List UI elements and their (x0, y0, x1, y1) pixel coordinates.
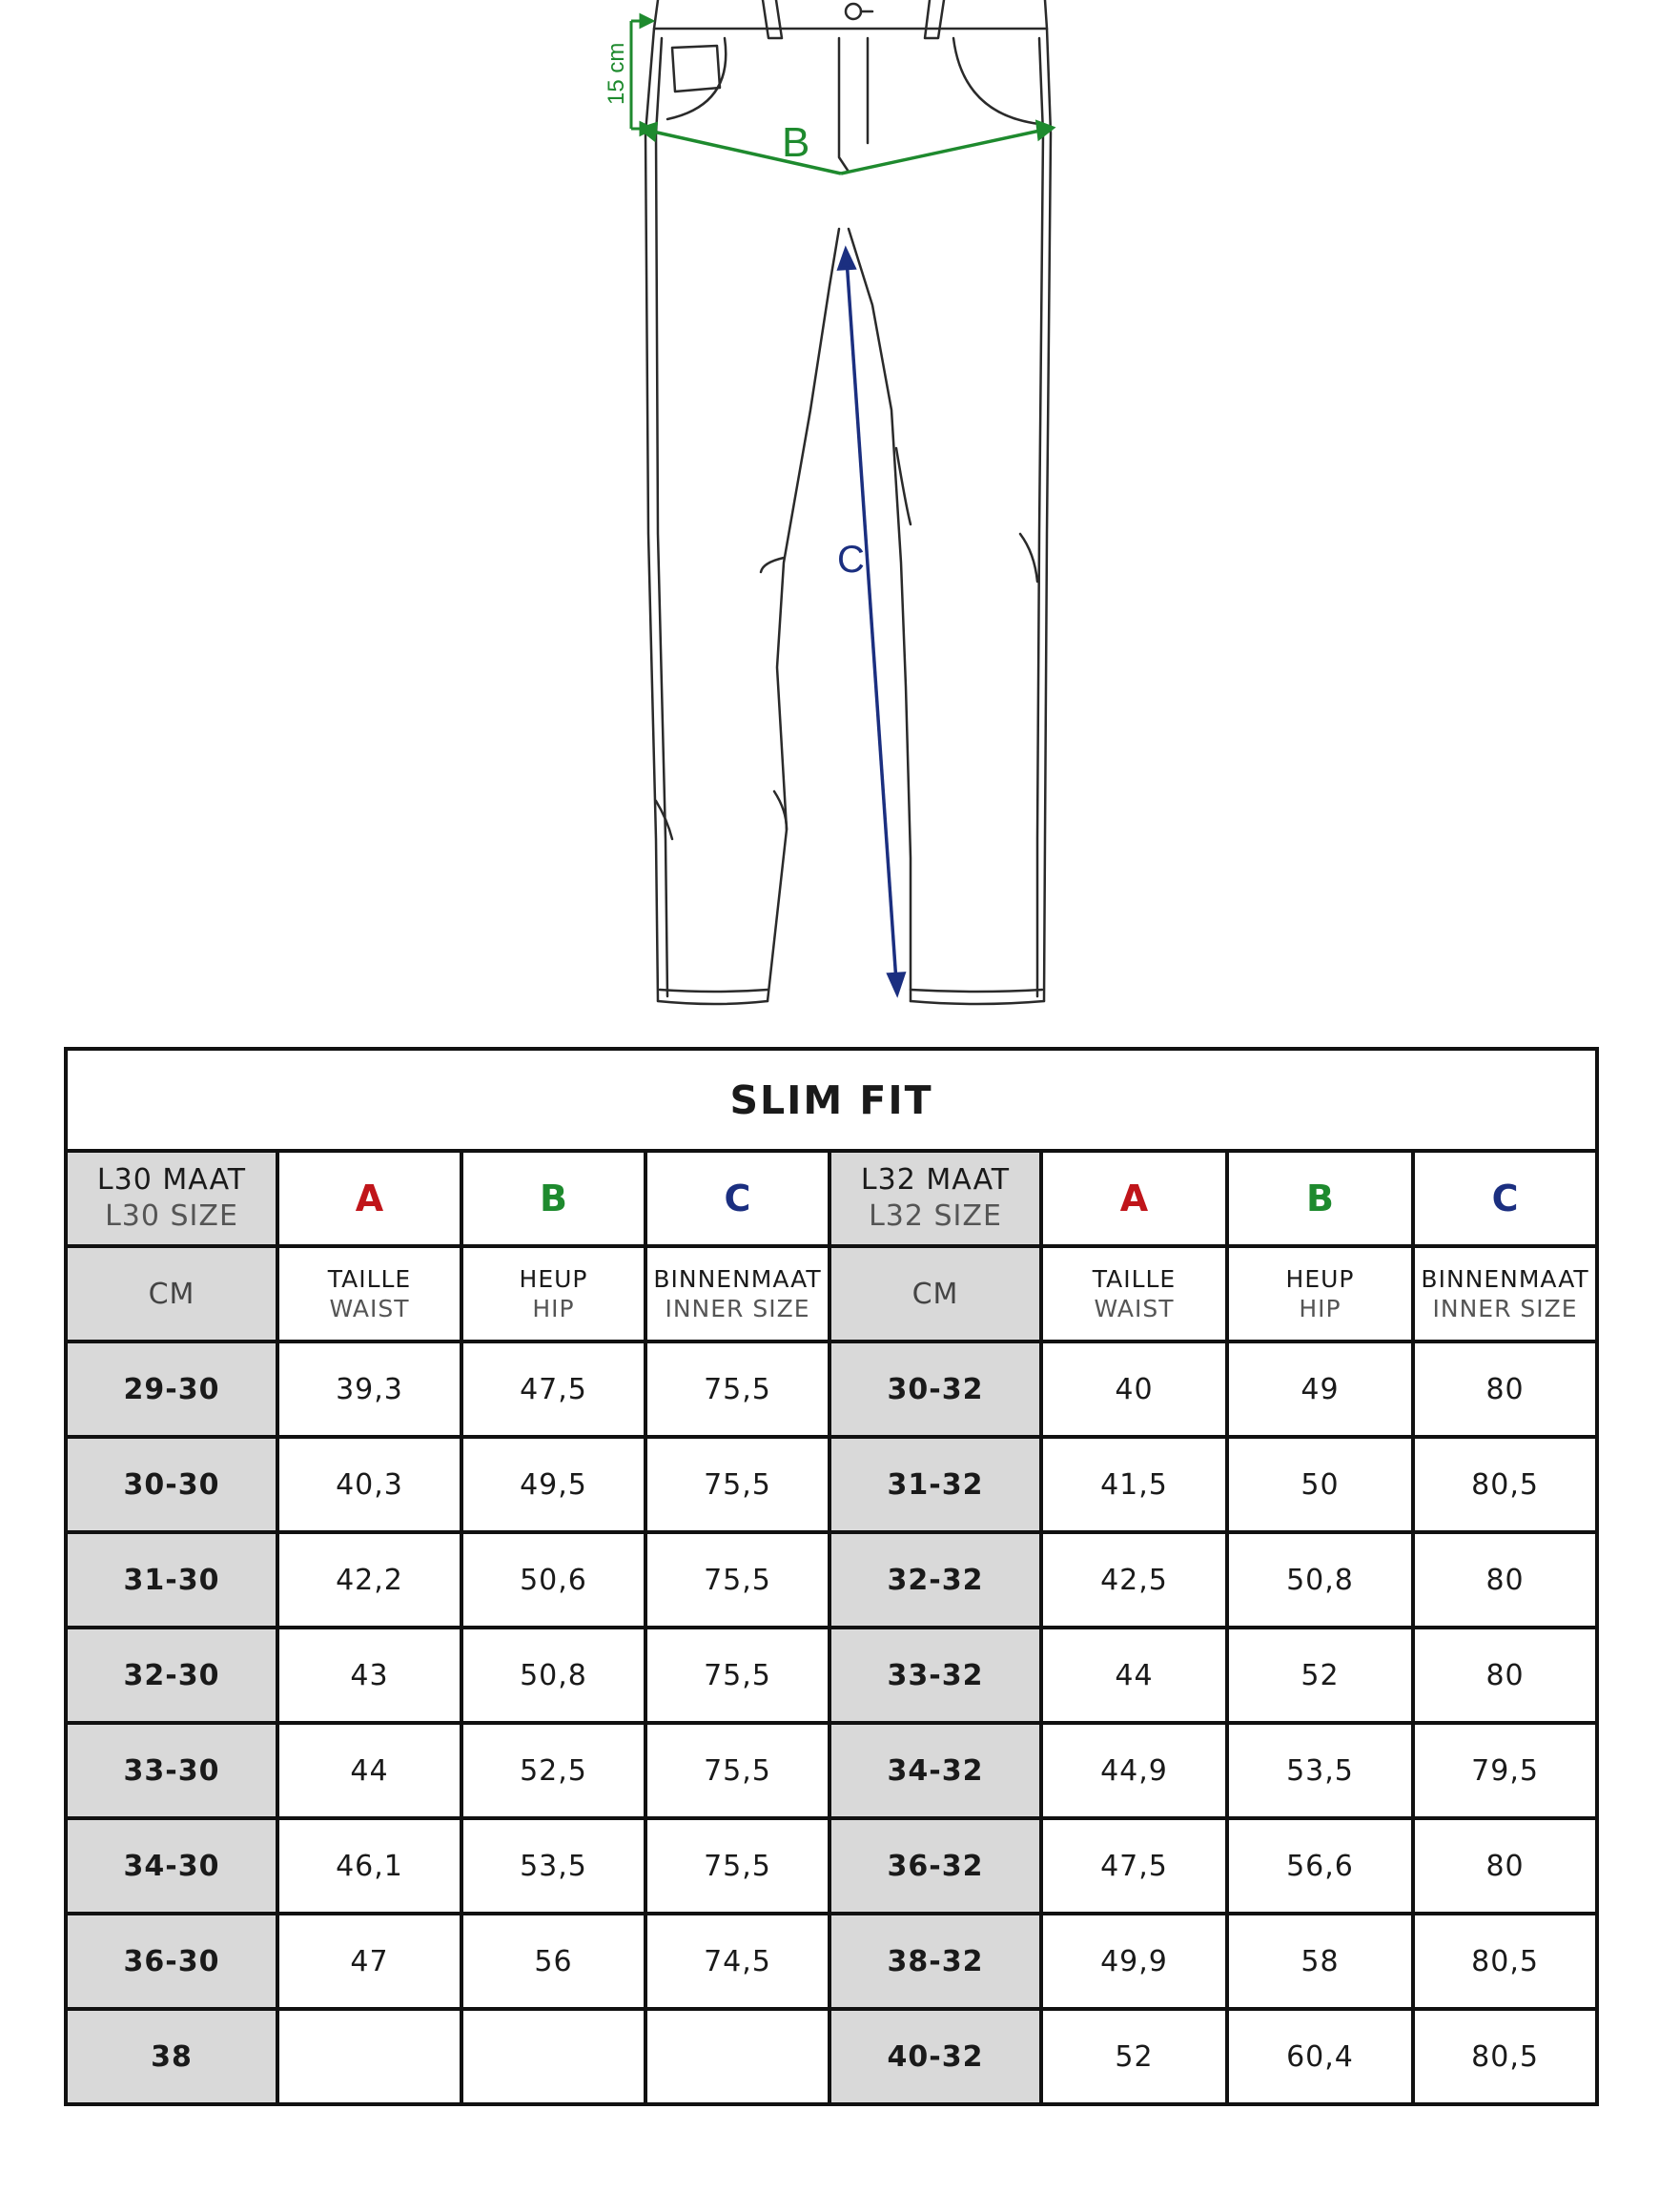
l32-header-en: L32 SIZE (869, 1199, 1002, 1233)
l32-hip-cell: 49 (1227, 1342, 1413, 1437)
l30-col-c-letter: C (645, 1151, 830, 1246)
inseam-measure-line (839, 250, 904, 993)
l30-size-cell: 32-30 (66, 1628, 277, 1723)
inner-size-label-nl: BINNENMAAT (1421, 1265, 1589, 1293)
l30-inner-size-cell: 75,5 (645, 1437, 830, 1532)
l32-col-a-label (1041, 1246, 1227, 1342)
table-title: SLIM FIT (66, 1049, 1597, 1151)
l30-waist-cell: 46,1 (277, 1818, 461, 1914)
l32-col-b-label (1227, 1246, 1413, 1342)
l32-inner-size-cell: 80,5 (1413, 1914, 1597, 2009)
l30-inner-size-cell: 75,5 (645, 1723, 830, 1818)
waist-label-nl: TAILLE (1092, 1265, 1177, 1293)
l32-inner-size-cell: 80 (1413, 1628, 1597, 1723)
l32-size-header (830, 1151, 1041, 1246)
l32-header-nl: L32 MAAT (860, 1163, 1011, 1197)
l32-unit-label: CM (830, 1246, 1041, 1342)
l32-hip-cell: 53,5 (1227, 1723, 1413, 1818)
table-row (66, 1437, 1597, 1532)
l32-waist-cell: 47,5 (1041, 1818, 1227, 1914)
table-row (66, 1532, 1597, 1628)
l30-size-cell: 29-30 (66, 1342, 277, 1437)
l32-inner-size-cell: 80,5 (1413, 1437, 1597, 1532)
l32-hip-cell: 50,8 (1227, 1532, 1413, 1628)
l32-hip-cell: 56,6 (1227, 1818, 1413, 1914)
l32-size-cell: 30-32 (830, 1342, 1041, 1437)
jeans-outline (645, 0, 1051, 1004)
waist-label-nl: TAILLE (327, 1265, 412, 1293)
table-row (66, 2009, 1597, 2104)
table-row (66, 1342, 1597, 1437)
l30-hip-cell (461, 2009, 645, 2104)
l32-size-cell: 40-32 (830, 2009, 1041, 2104)
l30-inner-size-cell: 75,5 (645, 1818, 830, 1914)
l32-waist-cell: 52 (1041, 2009, 1227, 2104)
l30-header-en: L30 SIZE (105, 1199, 238, 1233)
l32-inner-size-cell: 80 (1413, 1342, 1597, 1437)
l30-unit-label: CM (66, 1246, 277, 1342)
l32-size-cell: 38-32 (830, 1914, 1041, 2009)
l30-col-b-label (461, 1246, 645, 1342)
l30-waist-cell: 42,2 (277, 1532, 461, 1628)
hip-label-en: HIP (532, 1295, 575, 1322)
l30-hip-cell: 47,5 (461, 1342, 645, 1437)
l30-col-a-letter: A (277, 1151, 461, 1246)
hip-label-en: HIP (1299, 1295, 1342, 1322)
l32-col-b-letter: B (1227, 1151, 1413, 1246)
l30-hip-cell: 50,6 (461, 1532, 645, 1628)
l30-size-cell: 31-30 (66, 1532, 277, 1628)
l30-waist-cell (277, 2009, 461, 2104)
l32-size-cell: 36-32 (830, 1818, 1041, 1914)
waist-label-en: WAIST (1094, 1295, 1175, 1322)
l32-col-c-label (1413, 1246, 1597, 1342)
table-row (66, 1723, 1597, 1818)
l30-waist-cell: 40,3 (277, 1437, 461, 1532)
l30-col-b-letter: B (461, 1151, 645, 1246)
hip-letter-b: B (782, 119, 810, 166)
hip-label-nl: HEUP (1285, 1265, 1355, 1293)
l32-col-c-letter: C (1413, 1151, 1597, 1246)
l30-waist-cell: 43 (277, 1628, 461, 1723)
l32-waist-cell: 40 (1041, 1342, 1227, 1437)
l32-size-cell: 34-32 (830, 1723, 1041, 1818)
l32-waist-cell: 49,9 (1041, 1914, 1227, 2009)
l32-waist-cell: 44 (1041, 1628, 1227, 1723)
l30-inner-size-cell: 75,5 (645, 1342, 830, 1437)
l30-inner-size-cell: 75,5 (645, 1532, 830, 1628)
l32-col-a-letter: A (1041, 1151, 1227, 1246)
l32-inner-size-cell: 79,5 (1413, 1723, 1597, 1818)
l30-header-nl: L30 MAAT (96, 1163, 247, 1197)
l32-waist-cell: 41,5 (1041, 1437, 1227, 1532)
size-rows (66, 1342, 1597, 2104)
l30-col-c-label (645, 1246, 830, 1342)
l32-waist-cell: 42,5 (1041, 1532, 1227, 1628)
inner-size-label-en: INNER SIZE (1432, 1295, 1578, 1322)
l30-size-cell: 34-30 (66, 1818, 277, 1914)
l30-hip-cell: 53,5 (461, 1818, 645, 1914)
l32-size-cell: 32-32 (830, 1532, 1041, 1628)
hip-label-nl: HEUP (519, 1265, 588, 1293)
l30-size-cell: 36-30 (66, 1914, 277, 2009)
waist-label-en: WAIST (329, 1295, 410, 1322)
l30-hip-cell: 56 (461, 1914, 645, 2009)
l32-hip-cell: 50 (1227, 1437, 1413, 1532)
rise-15cm-marker (631, 15, 652, 134)
l32-inner-size-cell: 80 (1413, 1532, 1597, 1628)
table-row (66, 1628, 1597, 1723)
l32-waist-cell: 44,9 (1041, 1723, 1227, 1818)
inseam-letter-c: C (837, 539, 865, 581)
jeans-diagram (0, 0, 1659, 1030)
l32-hip-cell: 58 (1227, 1914, 1413, 2009)
l30-col-a-label (277, 1246, 461, 1342)
l30-inner-size-cell: 74,5 (645, 1914, 830, 2009)
l30-waist-cell: 44 (277, 1723, 461, 1818)
l30-inner-size-cell (645, 2009, 830, 2104)
l30-waist-cell: 39,3 (277, 1342, 461, 1437)
inner-size-label-en: INNER SIZE (665, 1295, 810, 1322)
l32-hip-cell: 52 (1227, 1628, 1413, 1723)
l32-inner-size-cell: 80,5 (1413, 2009, 1597, 2104)
table-row (66, 1818, 1597, 1914)
inner-size-label-nl: BINNENMAAT (653, 1265, 822, 1293)
l30-hip-cell: 52,5 (461, 1723, 645, 1818)
size-chart-table (64, 1047, 1599, 2106)
l30-hip-cell: 50,8 (461, 1628, 645, 1723)
rise-15cm-label: 15 cm (604, 42, 629, 105)
l32-size-cell: 31-32 (830, 1437, 1041, 1532)
l30-size-cell: 33-30 (66, 1723, 277, 1818)
l30-size-cell: 38 (66, 2009, 277, 2104)
l30-inner-size-cell: 75,5 (645, 1628, 830, 1723)
table-row (66, 1914, 1597, 2009)
hip-measure-line (641, 122, 1053, 174)
l30-size-cell: 30-30 (66, 1437, 277, 1532)
l30-size-header (66, 1151, 277, 1246)
l30-waist-cell: 47 (277, 1914, 461, 2009)
l32-hip-cell: 60,4 (1227, 2009, 1413, 2104)
l30-hip-cell: 49,5 (461, 1437, 645, 1532)
l32-inner-size-cell: 80 (1413, 1818, 1597, 1914)
l32-size-cell: 33-32 (830, 1628, 1041, 1723)
